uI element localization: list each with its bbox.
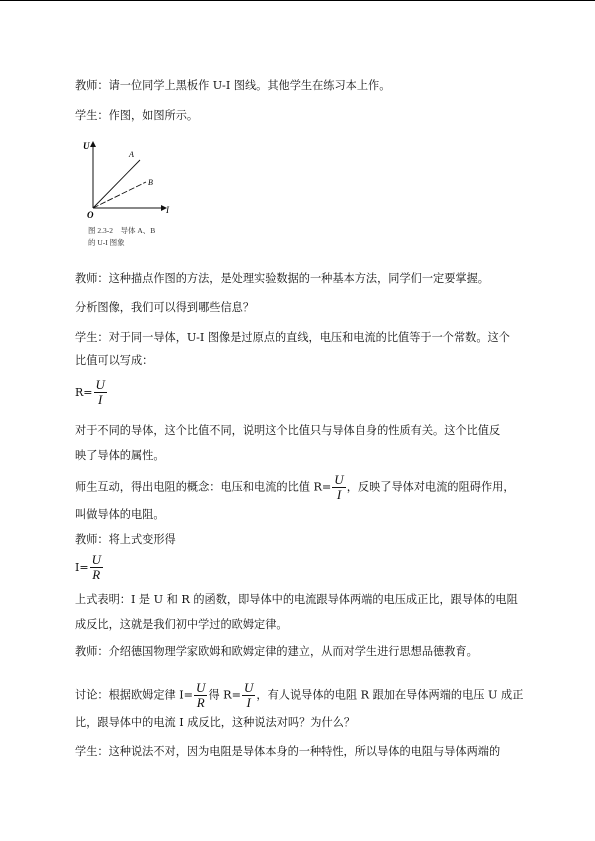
- origin-label: O: [87, 210, 94, 220]
- line-b: [93, 182, 146, 208]
- paragraph-ohm-b: 成反比，这就是我们初中学过的欧姆定律。: [75, 618, 288, 631]
- paragraph-student-3: 学生：这种说法不对，因为电阻是导体本身的一种特性，所以导体的电阻与导体两端的: [75, 745, 501, 758]
- figure-caption-line2: 的 U-I 图象: [88, 238, 125, 247]
- paragraph-teacher-3: 教师：将上式变形得: [75, 533, 176, 546]
- ui-graph-figure: [82, 138, 182, 252]
- paragraph-resistance-b: 叫做导体的电阻。: [75, 508, 165, 521]
- paragraph-student-1: 学生：作图，如图所示。: [75, 109, 199, 122]
- paragraph-student-2b: 比值可以写成：: [75, 354, 154, 367]
- paragraph-resistance-a: 师生互动，得出电阻的概念：电压和电流的比值 R= $\frac{U}{I}$ ，反映了导体对电流的阻碍作用，: [75, 472, 515, 502]
- paragraph-teacher-4: 教师：介绍德国物理学家欧姆和欧姆定律的建立，从而对学生进行思想品德教育。: [75, 645, 478, 658]
- paragraph-ratio-b: 映了导体的属性。: [75, 449, 165, 462]
- paragraph-ohm-a: 上式表明：I 是 U 和 R 的函数，即导体中的电流跟导体两端的电压成正比，跟导体的电阻: [75, 593, 518, 606]
- formula-r-equals-u-over-i: R= $\frac{U}{I}$: [75, 377, 105, 407]
- paragraph-discussion-a: 讨论：根据欧姆定律 I= $\frac{U}{R}$ 得 R= $\frac{U}{I}$ ，有人说导体的电阻 R 跟加在导体两端的电压 U 成正: [75, 680, 524, 710]
- line-a: [93, 160, 140, 208]
- paragraph-student-2a: 学生：对于同一导体，U-I 图像是过原点的直线，电压和电流的比值等于一个常数。这个: [75, 331, 510, 344]
- formula-i-equals-u-over-r: I= $\frac{U}{R}$: [75, 552, 101, 582]
- axis-u-label: U: [83, 141, 90, 151]
- page-top-border: [0, 0, 595, 1]
- line-b-label: B: [148, 178, 153, 187]
- paragraph-discussion-b: 比，跟导体中的电流 I 成反比，这种说法对吗？为什么？: [75, 716, 356, 729]
- paragraph-teacher-2: 教师：这种描点作图的方法，是处理实验数据的一种基本方法，同学们一定要掌握。: [75, 272, 489, 285]
- paragraph-question: 分析图像，我们可以得到哪些信息？: [75, 301, 255, 314]
- paragraph-ratio-a: 对于不同的导体，这个比值不同，说明这个比值只与导体自身的性质有关。这个比值反: [75, 424, 501, 437]
- paragraph-teacher-1: 教师：请一位同学上黑板作 U-I 图线。其他学生在练习本上作。: [75, 79, 391, 92]
- line-a-label: A: [129, 150, 134, 159]
- axis-i-label: I: [166, 205, 169, 215]
- figure-caption-line1: 图 2.3-2 导体 A、B: [88, 226, 156, 235]
